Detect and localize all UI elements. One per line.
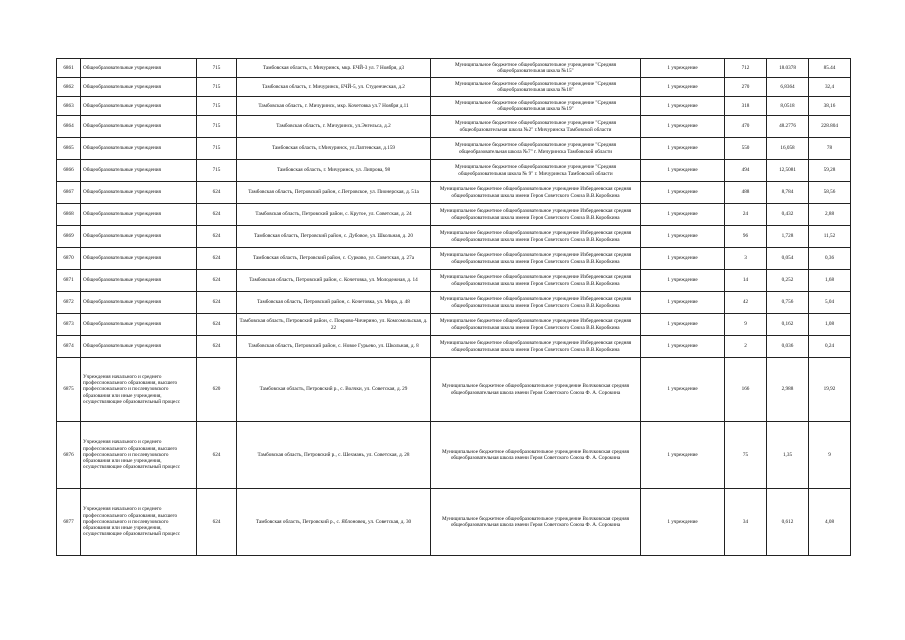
institution-type-cell: Общеобразовательные учреждения bbox=[81, 336, 197, 358]
organization-name-cell: Муниципальное бюджетное общеобразовательное учреждение Избердеевская средняя общеобразовательная школа имени Героя Советского Союза В.В.Коробкина bbox=[431, 226, 641, 248]
value-1-cell: 18.0378 bbox=[767, 59, 809, 78]
address-cell: Тамбовская область, Петровский район, с. Новое Гурьево, ул. Школьная, д. 8 bbox=[237, 336, 431, 358]
quantity-cell: 2 bbox=[725, 336, 767, 358]
value-1-cell: 1,728 bbox=[767, 226, 809, 248]
value-2-cell: 38,16 bbox=[809, 97, 851, 116]
organization-name-cell: Муниципальное бюджетное общеобразовательное учреждение Избердеевская средняя общеобразовательная школа имени Героя Советского Союза В.В.Коробкина bbox=[431, 182, 641, 204]
unit-cell: 1 учреждение bbox=[641, 78, 725, 97]
address-cell: Тамбовская область, Петровский район, с. Дубовое, ул. Школьная, д. 20 bbox=[237, 226, 431, 248]
institution-type-cell: Общеобразовательные учреждения bbox=[81, 270, 197, 292]
table-row bbox=[57, 116, 851, 138]
row-number-cell: 6865 bbox=[57, 138, 81, 160]
unit-cell: 1 учреждение bbox=[641, 226, 725, 248]
unit-cell: 1 учреждение bbox=[641, 292, 725, 314]
unit-cell: 1 учреждение bbox=[641, 59, 725, 78]
code-cell: 624 bbox=[197, 248, 237, 270]
unit-cell: 1 учреждение bbox=[641, 358, 725, 422]
institution-type-cell: Учреждения начального и среднего профессионального образования, высшего профессионального и послевузовского образования или иные учреждения, осуществляющие образовательный процесс bbox=[81, 489, 197, 556]
code-cell: 715 bbox=[197, 59, 237, 78]
code-cell: 624 bbox=[197, 226, 237, 248]
organization-name-cell: Муниципальное бюджетное общеобразовательное учреждение Волчковская средняя общеобразовательная школа имени Героя Советского Союза Ф. А. Сорокина bbox=[431, 422, 641, 489]
unit-cell: 1 учреждение bbox=[641, 160, 725, 182]
code-cell: 715 bbox=[197, 160, 237, 182]
row-number-cell: 6866 bbox=[57, 160, 81, 182]
address-cell: Тамбовская область, г. Мичуринск, мкр. ЕЧЙ-3 ул. 7 Ноября, д3 bbox=[237, 59, 431, 78]
value-2-cell: 78 bbox=[809, 138, 851, 160]
address-cell: Тамбовская область, Петровский р., с. Шехмань, ул. Советская, д. 28 bbox=[237, 422, 431, 489]
quantity-cell: 3 bbox=[725, 248, 767, 270]
quantity-cell: 470 bbox=[725, 116, 767, 138]
institution-type-cell: Общеобразовательные учреждения bbox=[81, 314, 197, 336]
code-cell: 624 bbox=[197, 204, 237, 226]
quantity-cell: 34 bbox=[725, 489, 767, 556]
organization-name-cell: Муниципальное бюджетное общеобразовательное учреждение Волчковская средняя общеобразовательная школа имени Героя Советского Союза Ф. А. Сорокина bbox=[431, 489, 641, 556]
table-row bbox=[57, 226, 851, 248]
code-cell: 715 bbox=[197, 116, 237, 138]
value-1-cell: 16,058 bbox=[767, 138, 809, 160]
institution-type-cell: Общеобразовательные учреждения bbox=[81, 160, 197, 182]
value-2-cell: 0,36 bbox=[809, 248, 851, 270]
value-2-cell: 0,24 bbox=[809, 336, 851, 358]
value-1-cell: 0,054 bbox=[767, 248, 809, 270]
row-number-cell: 6877 bbox=[57, 489, 81, 556]
value-1-cell: 0,612 bbox=[767, 489, 809, 556]
quantity-cell: 14 bbox=[725, 270, 767, 292]
table-row bbox=[57, 138, 851, 160]
organization-name-cell: Муниципальное бюджетное общеобразовательное учреждение Избердеевская средняя общеобразовательная школа имени Героя Советского Союза В.В.Коробкина bbox=[431, 292, 641, 314]
quantity-cell: 42 bbox=[725, 292, 767, 314]
organization-name-cell: Муниципальное бюджетное общеобразовательное учреждение "Средняя общеобразовательная школа №18" bbox=[431, 78, 641, 97]
table-row bbox=[57, 292, 851, 314]
quantity-cell: 712 bbox=[725, 59, 767, 78]
organization-name-cell: Муниципальное бюджетное общеобразовательное учреждение Избердеевская средняя общеобразовательная школа имени Героя Советского Союза В.В.Коробкина bbox=[431, 270, 641, 292]
address-cell: Тамбовская область, Петровский р., с. Яблоновец, ул. Советская, д. 30 bbox=[237, 489, 431, 556]
row-number-cell: 6875 bbox=[57, 358, 81, 422]
table-row bbox=[57, 336, 851, 358]
code-cell: 624 bbox=[197, 270, 237, 292]
row-number-cell: 6869 bbox=[57, 226, 81, 248]
table-body bbox=[57, 59, 851, 556]
table-row bbox=[57, 160, 851, 182]
code-cell: 624 bbox=[197, 489, 237, 556]
value-2-cell: 228.804 bbox=[809, 116, 851, 138]
address-cell: Тамбовская область, Петровский район, с.Петровское, ул. Пионерская, д. 51а bbox=[237, 182, 431, 204]
value-1-cell: 48.2776 bbox=[767, 116, 809, 138]
unit-cell: 1 учреждение bbox=[641, 314, 725, 336]
address-cell: Тамбовская область, Петровский район, с. Сурково, ул. Советская, д. 27а bbox=[237, 248, 431, 270]
code-cell: 715 bbox=[197, 97, 237, 116]
value-2-cell: 1,68 bbox=[809, 270, 851, 292]
value-1-cell: 12,5081 bbox=[767, 160, 809, 182]
organization-name-cell: Муниципальное бюджетное общеобразовательное учреждение Избердеевская средняя общеобразовательная школа имени Героя Советского Союза В.В.Коробкина bbox=[431, 204, 641, 226]
table-row bbox=[57, 314, 851, 336]
value-1-cell: 0,162 bbox=[767, 314, 809, 336]
table-row bbox=[57, 422, 851, 489]
quantity-cell: 75 bbox=[725, 422, 767, 489]
institution-type-cell: Общеобразовательные учреждения bbox=[81, 116, 197, 138]
institution-type-cell: Учреждения начального и среднего профессионального образования, высшего профессионального и послевузовского образования или иные учреждения, осуществляющие образовательный процесс bbox=[81, 422, 197, 489]
address-cell: Тамбовская область, г. Мичуринск, ул.Энгельса, д.2 bbox=[237, 116, 431, 138]
institution-type-cell: Общеобразовательные учреждения bbox=[81, 138, 197, 160]
row-number-cell: 6861 bbox=[57, 59, 81, 78]
value-2-cell: 19,92 bbox=[809, 358, 851, 422]
unit-cell: 1 учреждение bbox=[641, 248, 725, 270]
value-1-cell: 8,0518 bbox=[767, 97, 809, 116]
institution-type-cell: Общеобразовательные учреждения bbox=[81, 204, 197, 226]
table-row bbox=[57, 97, 851, 116]
value-2-cell: 2,88 bbox=[809, 204, 851, 226]
value-2-cell: 4,08 bbox=[809, 489, 851, 556]
address-cell: Тамбовская область, г. Мичуринск, мкр. Кочетовка ул.7 Ноября д.11 bbox=[237, 97, 431, 116]
institution-type-cell: Общеобразовательные учреждения bbox=[81, 59, 197, 78]
value-1-cell: 0,036 bbox=[767, 336, 809, 358]
quantity-cell: 96 bbox=[725, 226, 767, 248]
unit-cell: 1 учреждение bbox=[641, 182, 725, 204]
table-row bbox=[57, 59, 851, 78]
quantity-cell: 270 bbox=[725, 78, 767, 97]
organization-name-cell: Муниципальное бюджетное общеобразовательное учреждение Избердеевская средняя общеобразовательная школа имени Героя Советского Союза В.В.Коробкина bbox=[431, 336, 641, 358]
value-1-cell: 1,35 bbox=[767, 422, 809, 489]
address-cell: Тамбовская область, Петровский район, с. Крутое, ул. Советская, д. 24 bbox=[237, 204, 431, 226]
row-number-cell: 6876 bbox=[57, 422, 81, 489]
table-row bbox=[57, 204, 851, 226]
address-cell: Тамбовская область, Петровский район, с. Кочетовка, ул. Мира, д. 48 bbox=[237, 292, 431, 314]
row-number-cell: 6872 bbox=[57, 292, 81, 314]
address-cell: Тамбовская область, г. Мичуринск, ЕЧЙ-5, ул. Студенческая, д.2 bbox=[237, 78, 431, 97]
institution-type-cell: Общеобразовательные учреждения bbox=[81, 97, 197, 116]
institution-type-cell: Общеобразовательные учреждения bbox=[81, 226, 197, 248]
code-cell: 620 bbox=[197, 358, 237, 422]
table-row bbox=[57, 358, 851, 422]
value-1-cell: 2,988 bbox=[767, 358, 809, 422]
organization-name-cell: Муниципальное бюджетное общеобразовательное учреждение Волчковская средняя общеобразовательная школа имени Героя Советского Союза Ф. А. Сорокина bbox=[431, 358, 641, 422]
row-number-cell: 6863 bbox=[57, 97, 81, 116]
unit-cell: 1 учреждение bbox=[641, 97, 725, 116]
quantity-cell: 9 bbox=[725, 314, 767, 336]
organization-name-cell: Муниципальное бюджетное общеобразовательное учреждение "Средняя общеобразовательная школа № 9" г. Мичуринска Тамбовской области bbox=[431, 160, 641, 182]
code-cell: 624 bbox=[197, 336, 237, 358]
address-cell: Тамбовская область, Петровский район, с. Кочетовка, ул. Молодежная, д. 14 bbox=[237, 270, 431, 292]
unit-cell: 1 учреждение bbox=[641, 489, 725, 556]
quantity-cell: 550 bbox=[725, 138, 767, 160]
value-1-cell: 6,8364 bbox=[767, 78, 809, 97]
value-1-cell: 0,252 bbox=[767, 270, 809, 292]
row-number-cell: 6874 bbox=[57, 336, 81, 358]
code-cell: 715 bbox=[197, 138, 237, 160]
address-cell: Тамбовская область, г.Мичуринск, ул.Лаптевская, д.159 bbox=[237, 138, 431, 160]
organization-name-cell: Муниципальное бюджетное общеобразовательное учреждение Избердеевская средняя общеобразовательная школа имени Героя Советского Союза В.В.Коробкина bbox=[431, 314, 641, 336]
table-row bbox=[57, 248, 851, 270]
institutions-table bbox=[56, 58, 851, 556]
address-cell: Тамбовская область, г. Мичуринск, ул. Липрова, 98 bbox=[237, 160, 431, 182]
institution-type-cell: Учреждения начального и среднего профессионального образования, высшего профессионального и послевузовского образования или иные учреждения, осуществляющие образовательный процесс bbox=[81, 358, 197, 422]
value-2-cell: 11,52 bbox=[809, 226, 851, 248]
value-2-cell: 58,56 bbox=[809, 182, 851, 204]
value-2-cell: 85.44 bbox=[809, 59, 851, 78]
row-number-cell: 6871 bbox=[57, 270, 81, 292]
address-cell: Тамбовская область, Петровский район, с. Покрово-Чичерино, ул. Комсомольская, д. 22 bbox=[237, 314, 431, 336]
code-cell: 624 bbox=[197, 292, 237, 314]
row-number-cell: 6873 bbox=[57, 314, 81, 336]
value-2-cell: 9 bbox=[809, 422, 851, 489]
unit-cell: 1 учреждение bbox=[641, 138, 725, 160]
organization-name-cell: Муниципальное бюджетное общеобразовательное учреждение "Средняя общеобразовательная школа №2" г.Мичуринска Тамбовской области bbox=[431, 116, 641, 138]
unit-cell: 1 учреждение bbox=[641, 270, 725, 292]
organization-name-cell: Муниципальное бюджетное общеобразовательное учреждение "Средняя общеобразовательная школа №7" г. Мичуринска Тамбовской области bbox=[431, 138, 641, 160]
value-2-cell: 59,28 bbox=[809, 160, 851, 182]
quantity-cell: 318 bbox=[725, 97, 767, 116]
code-cell: 624 bbox=[197, 314, 237, 336]
institution-type-cell: Общеобразовательные учреждения bbox=[81, 78, 197, 97]
table-row bbox=[57, 182, 851, 204]
value-2-cell: 5,04 bbox=[809, 292, 851, 314]
quantity-cell: 166 bbox=[725, 358, 767, 422]
quantity-cell: 488 bbox=[725, 182, 767, 204]
address-cell: Тамбовская область, Петровский р., с. Волчки, ул. Советская, д. 29 bbox=[237, 358, 431, 422]
value-1-cell: 0,432 bbox=[767, 204, 809, 226]
value-2-cell: 32,4 bbox=[809, 78, 851, 97]
code-cell: 624 bbox=[197, 182, 237, 204]
organization-name-cell: Муниципальное бюджетное общеобразовательное учреждение "Средняя общеобразовательная школа №15" bbox=[431, 59, 641, 78]
row-number-cell: 6867 bbox=[57, 182, 81, 204]
quantity-cell: 24 bbox=[725, 204, 767, 226]
table-row bbox=[57, 489, 851, 556]
unit-cell: 1 учреждение bbox=[641, 204, 725, 226]
institution-type-cell: Общеобразовательные учреждения bbox=[81, 292, 197, 314]
value-2-cell: 1,08 bbox=[809, 314, 851, 336]
unit-cell: 1 учреждение bbox=[641, 422, 725, 489]
organization-name-cell: Муниципальное бюджетное общеобразовательное учреждение "Средняя общеобразовательная школа №19" bbox=[431, 97, 641, 116]
value-1-cell: 8,784 bbox=[767, 182, 809, 204]
row-number-cell: 6868 bbox=[57, 204, 81, 226]
quantity-cell: 494 bbox=[725, 160, 767, 182]
unit-cell: 1 учреждение bbox=[641, 116, 725, 138]
row-number-cell: 6862 bbox=[57, 78, 81, 97]
code-cell: 624 bbox=[197, 422, 237, 489]
organization-name-cell: Муниципальное бюджетное общеобразовательное учреждение Избердеевская средняя общеобразовательная школа имени Героя Советского Союза В.В.Коробкина bbox=[431, 248, 641, 270]
institution-type-cell: Общеобразовательные учреждения bbox=[81, 182, 197, 204]
row-number-cell: 6864 bbox=[57, 116, 81, 138]
table-row bbox=[57, 270, 851, 292]
row-number-cell: 6870 bbox=[57, 248, 81, 270]
code-cell: 715 bbox=[197, 78, 237, 97]
table-row bbox=[57, 78, 851, 97]
value-1-cell: 0,756 bbox=[767, 292, 809, 314]
institution-type-cell: Общеобразовательные учреждения bbox=[81, 248, 197, 270]
unit-cell: 1 учреждение bbox=[641, 336, 725, 358]
